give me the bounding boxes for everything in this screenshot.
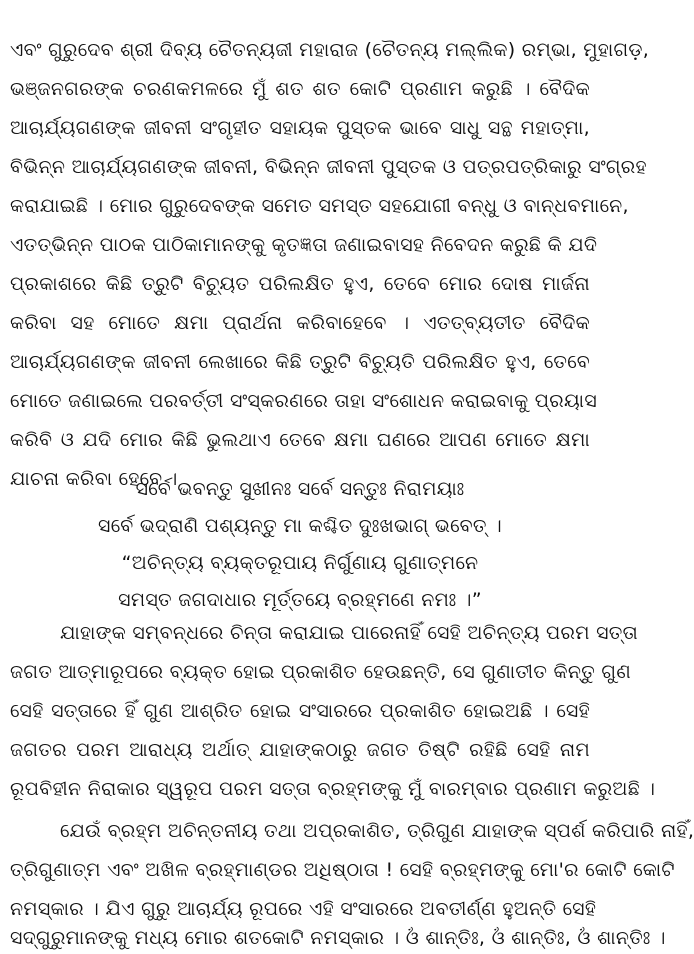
text-line: କରିବା ସହ ମୋତେ କ୍ଷମା ପ୍ରାର୍ଥନା କରିବାହେବେ । ଏତତ୍‌ବ୍ୟତୀତ ବୈଦିକ — [10, 312, 590, 334]
text-line: ଆଚାର୍ଯ୍ୟଗଣଙ୍କ ଜୀବନୀ ସଂଗୃହୀତ ସହାୟକ ପୁସ୍ତକ ଭାବେ ସାଧୁ ସନ୍ଥ ମହାତ୍ମା, — [10, 117, 590, 139]
text-line: ଆଚାର୍ଯ୍ୟଗଣଙ୍କ ଜୀବନୀ ଲେଖାରେ କିଛି ତ୍ରୁଟି ବିଚ୍ୟୁତି ପରିଲକ୍ଷିତ ହୁଏ, ତେବେ — [10, 351, 590, 373]
text-line: ଯାହାଙ୍କ ସମ୍ବନ୍ଧରେ ଚିନ୍ତା କରାଯାଇ ପାରେନାହିଁ ସେହି ଅଚିନ୍ତ୍ୟ ପରମ ସତ୍ତା — [60, 622, 639, 644]
text-line: ଜଗତର ପରମ ଆରାଧ୍ୟ ଅର୍ଥାତ୍ ଯାହାଙ୍କଠାରୁ ଜଗତ ତିଷ୍ଟି ରହିଛି ସେହି ନାମ — [10, 739, 590, 761]
text-line: ଏବଂ ଗୁରୁଦେବ ଶ୍ରୀ ଦିବ୍ୟ ଚୈତନ୍ୟଜୀ ମହାରାଜ (ଚୈତନ୍ୟ ମଲ୍ଲିକ) ରମ୍ଭା, ମୁହାଗଡ଼, — [10, 39, 650, 61]
text-line: କରିବି ଓ ଯଦି ମୋର କିଛି ଭୁଲଥାଏ ତେବେ କ୍ଷମା ଘଣରେ ଆପଣ ମୋତେ କ୍ଷମା — [10, 429, 590, 451]
text-line: ଯେଉଁ ବ୍ରହ୍ମ ଅଚିନ୍ତନୀୟ ତଥା ଅପ୍ରକାଶିତ, ତ୍ରିଗୁଣ ଯାହାଙ୍କ ସ୍ପର୍ଶ କରିପାରି ନାହିଁ, — [60, 820, 694, 842]
verse-line: ସର୍ବେ ଭବନ୍ତୁ ସୁଖୀନଃ ସର୍ବେ ସନ୍ତୁଃ ନିରାମୟାଃ — [135, 478, 465, 500]
text-line: ରୂପବିହୀନ ନିରାକାର ସ୍ୱରୂପ ପରମ ସତ୍ତା ବ୍ରହ୍ମଙ୍କୁ ମୁଁ ବାରମ୍ବାର ପ୍ରଣାମ କରୁଅଛି । — [10, 778, 656, 800]
verse-line: ସର୍ବେ ଭଦ୍ରାଣି ପଶ୍ୟନ୍ତୁ ମା କଶ୍ଚିତ ଦୁଃଖଭାଗ୍ ଭବେତ୍ । — [98, 515, 502, 537]
text-line: ସଦ୍‌ଗୁରୁମାନଙ୍କୁ ମଧ୍ୟ ମୋର ଶତକୋଟି ନମସ୍କାର । ଓଁ ଶାନ୍ତିଃ, ଓଁ ଶାନ୍ତିଃ, ଓଁ ଶାନ୍ତିଃ । — [10, 927, 666, 949]
text-line: କରାଯାଇଛି । ମୋର ଗୁରୁଦେବଙ୍କ ସମେତ ସମସ୍ତ ସହଯୋଗୀ ବନ୍ଧୁ ଓ ବାନ୍ଧବମାନେ, — [10, 195, 629, 217]
text-line: ବିଭିନ୍ନ ଆଚାର୍ଯ୍ୟଗଣଙ୍କ ଜୀବନୀ, ବିଭିନ୍ନ ଜୀବନୀ ପୁସ୍ତକ ଓ ପତ୍ରପତ୍ରିକାରୁ ସଂଗ୍ରହ — [10, 156, 647, 178]
verse-line: ସମସ୍ତ ଜଗଦାଧାର ମୂର୍ତ୍ତୟେ ବ୍ରହ୍ମଣେ ନମଃ ।” — [118, 589, 482, 611]
text-line: ନମସ୍କାର । ଯିଏ ଗୁରୁ ଆଚାର୍ଯ୍ୟ ରୂପରେ ଏହି ସଂସାରରେ ଅବତୀର୍ଣ୍ଣ ହୁଅନ୍ତି ସେହି — [10, 898, 597, 920]
text-line: ତ୍ରିଗୁଣାତ୍ମ ଏବଂ ଅଖିଳ ବ୍ରହ୍ମାଣ୍ଡର ଅଧିଷ୍ଠାତା ! ସେହି ବ୍ରହ୍ମଙ୍କୁ ମୋ'ର କୋଟି କୋଟି — [10, 859, 675, 881]
text-line: ସେହି ସତ୍ତାରେ ହିଁ ଗୁଣ ଆଶ୍ରିତ ହୋଇ ସଂସାରରେ ପ୍ରକାଶିତ ହୋଇଅଛି । ସେହି — [10, 700, 590, 722]
text-line: ମୋତେ ଜଣାଇଲେ ପରବର୍ତ୍ତୀ ସଂସ୍କରଣରେ ତାହା ସଂଶୋଧନ କରାଇବାକୁ ପ୍ରୟାସ — [10, 390, 598, 412]
text-line: ଜଗତ ଆତ୍ମାରୂପରେ ବ୍ୟକ୍ତ ହୋଇ ପ୍ରକାଶିତ ହେଉଛନ୍ତି, ସେ ଗୁଣାତୀତ କିନ୍ତୁ ଗୁଣ — [10, 661, 631, 683]
text-line: ଯାଚନା କରିବା ହେବେ । — [10, 468, 178, 490]
text-line: ଏତତ୍‌ଭିନ୍ନ ପାଠକ ପାଠିକାମାନଙ୍କୁ କୃତଜ୍ଞତା ଜଣାଇବାସହ ନିବେଦନ କରୁଛି କି ଯଦି — [10, 234, 598, 256]
text-line: ଭଞ୍ଜନଗରଙ୍କ ଚରଣକମଳରେ ମୁଁ ଶତ ଶତ କୋଟି ପ୍ରଣାମ କରୁଛି । ବୈଦିକ — [10, 78, 590, 100]
verse-line: “ଅଚିନ୍ତ୍ୟ ବ୍ୟକ୍ତରୂପାୟ ନିର୍ଗୁଣାୟ ଗୁଣାତ୍ମନେ — [121, 552, 479, 574]
text-line: ପ୍ରକାଶରେ କିଛି ତ୍ରୁଟି ବିଚ୍ୟୁତ ପରିଲକ୍ଷିତ ହୁଏ, ତେବେ ମୋର ଦୋଷ ମାର୍ଜନା — [10, 273, 590, 295]
